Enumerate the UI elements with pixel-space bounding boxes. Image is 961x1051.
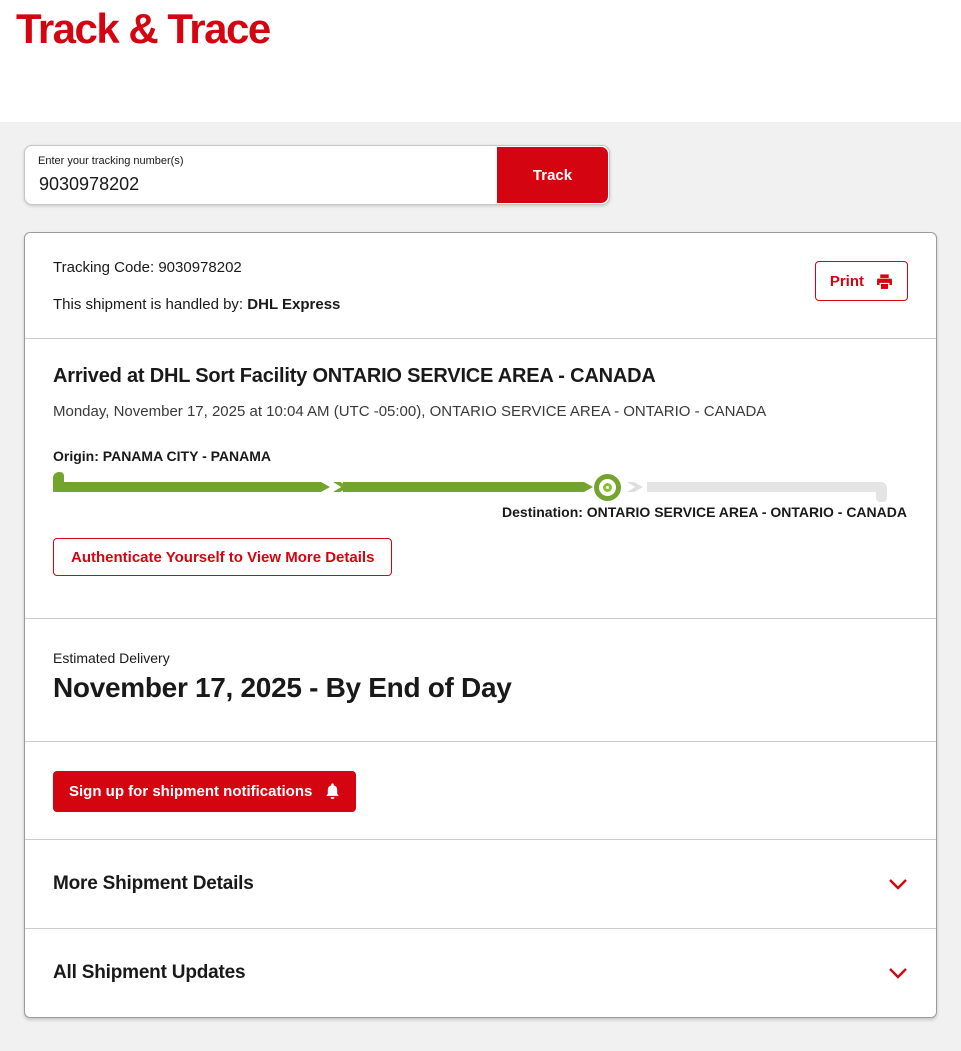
estimated-delivery-value: November 17, 2025 - By End of Day bbox=[53, 672, 512, 703]
progress-segment-completed-1 bbox=[53, 482, 330, 492]
tracking-number-input[interactable] bbox=[37, 171, 437, 197]
chevron-down-icon bbox=[888, 878, 908, 890]
handled-by-line bbox=[53, 296, 340, 313]
shipment-card bbox=[24, 232, 937, 1018]
shipment-status-section bbox=[25, 339, 936, 619]
destination-line bbox=[53, 504, 907, 520]
accordion-more-shipment-details[interactable] bbox=[25, 840, 936, 929]
progress-segment-remaining bbox=[647, 482, 877, 492]
progress-chevron-remaining-icon bbox=[627, 482, 643, 492]
page-header bbox=[0, 0, 961, 122]
estimated-delivery-label: Estimated Delivery bbox=[53, 650, 170, 666]
accordion-all-shipment-updates[interactable] bbox=[25, 929, 936, 1017]
progress-end-marker bbox=[876, 482, 887, 502]
shipment-summary-text bbox=[53, 259, 340, 313]
page-title: Track & Trace bbox=[16, 5, 270, 52]
notifications-button-label: Sign up for shipment notifications bbox=[69, 783, 313, 800]
notifications-signup-button[interactable] bbox=[53, 771, 356, 812]
carrier-name: DHL Express bbox=[247, 296, 341, 313]
current-location-marker bbox=[594, 474, 621, 501]
destination-label: Destination: bbox=[502, 504, 583, 520]
accordion-title: All Shipment Updates bbox=[53, 962, 246, 983]
origin-value: PANAMA CITY - PANAMA bbox=[102, 448, 272, 464]
notifications-section bbox=[25, 742, 936, 840]
content-area bbox=[0, 122, 961, 1051]
print-button-label: Print bbox=[829, 272, 864, 290]
printer-icon bbox=[876, 273, 893, 290]
destination-value: ONTARIO SERVICE AREA - ONTARIO - CANADA bbox=[586, 504, 907, 520]
progress-bar bbox=[53, 472, 887, 502]
tracking-input-label: Enter your tracking number(s) bbox=[38, 155, 184, 167]
chevron-down-icon bbox=[888, 967, 908, 979]
shipment-summary-section bbox=[25, 233, 936, 339]
status-headline: Arrived at DHL Sort Facility ONTARIO SERVICE AREA - CANADA bbox=[53, 365, 656, 387]
tracking-code-line bbox=[53, 259, 340, 276]
current-location-marker-inner bbox=[603, 483, 612, 492]
accordion-title: More Shipment Details bbox=[53, 873, 254, 894]
track-button[interactable]: Track bbox=[497, 147, 608, 203]
origin-line bbox=[53, 448, 908, 464]
tracking-code-label: Tracking Code: bbox=[53, 259, 155, 276]
tracking-code-value: 9030978202 bbox=[158, 259, 242, 276]
status-datetime: Monday, November 17, 2025 at 10:04 AM (UTC -05:00), ONTARIO SERVICE AREA - ONTARIO - CANADA bbox=[53, 403, 767, 420]
estimated-delivery-section bbox=[25, 619, 936, 742]
print-button[interactable] bbox=[815, 261, 908, 301]
authenticate-button[interactable]: Authenticate Yourself to View More Details bbox=[53, 538, 392, 576]
origin-label: Origin: bbox=[53, 448, 99, 464]
handled-by-label: This shipment is handled by: bbox=[53, 296, 244, 313]
bell-icon bbox=[325, 783, 340, 800]
progress-segment-completed-2 bbox=[343, 482, 593, 492]
tracking-search-panel bbox=[24, 145, 610, 205]
